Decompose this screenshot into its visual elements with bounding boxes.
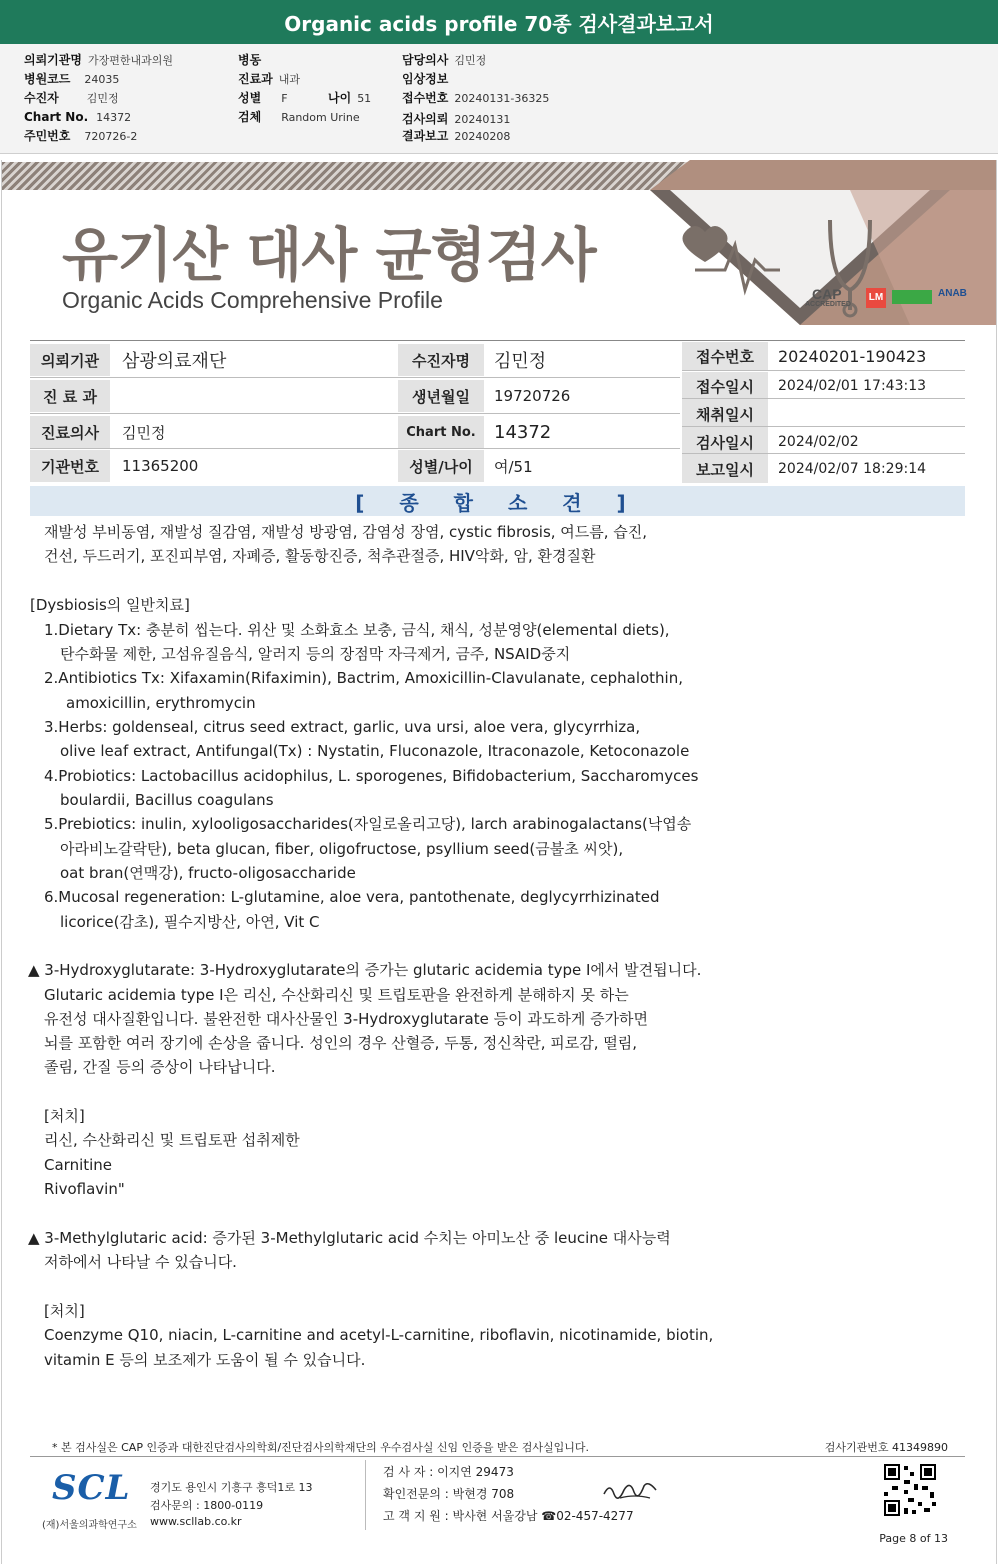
- body-line: 유전성 대사질환입니다. 불완전한 대사산물인 3-Hydroxyglutarate 등이 과도하게 증가하면: [44, 1010, 649, 1028]
- page-number: Page 8 of 13: [879, 1532, 948, 1545]
- footer-website[interactable]: www.scllab.co.kr: [150, 1515, 242, 1528]
- dept-value: [112, 380, 397, 412]
- top-info-panel: [0, 44, 998, 154]
- footer-divider: [30, 1456, 965, 1457]
- top-info-item: 의뢰기관명 가장편한내과의원: [24, 53, 173, 67]
- top-info-item: 주민번호 720726-2: [24, 129, 138, 143]
- page-subtitle: Organic Acids Comprehensive Profile: [62, 287, 443, 313]
- report-label: 보고일시: [682, 455, 768, 483]
- footer-inst-no: 검사기관번호 41349890: [824, 1441, 948, 1454]
- report-banner: [0, 0, 998, 44]
- inst-no-label: 기관번호: [30, 450, 110, 482]
- signature-icon: [600, 1478, 660, 1504]
- lm-logo-icon: LM: [866, 288, 886, 308]
- top-info-item: 성별 F: [238, 91, 288, 105]
- body-line: 뇌를 포함한 여러 장기에 손상을 줍니다. 성인의 경우 산혈증, 두통, 정신착란, 피로감, 떨림,: [44, 1034, 637, 1052]
- top-info-item: 병동: [238, 53, 262, 67]
- qr-code-icon: [882, 1462, 938, 1518]
- top-info-item: 수진자 김민정: [24, 91, 119, 105]
- institution-value: 삼광의료재단: [122, 351, 227, 372]
- body-line: 5.Prebiotics: inulin, xylooligosaccharides(자일로올리고당), larch arabinogalactans(낙엽송: [44, 815, 692, 833]
- test-date-value: 2024/02/02: [778, 434, 859, 450]
- table-divider: [30, 340, 965, 341]
- top-info-item: 담당의사 김민정: [402, 53, 487, 67]
- top-info-item: Chart No. 14372: [24, 110, 132, 124]
- body-line: 탄수화물 제한, 고섬유질음식, 알러지 등의 장점막 자극제거, 금주, NSAID중지: [60, 645, 571, 663]
- body-line: 3.Herbs: goldenseal, citrus seed extract, garlic, uva ursi, aloe vera, glycyrrhiza,: [44, 718, 641, 736]
- body-line: [처치]: [44, 1302, 85, 1320]
- body-line: 6.Mucosal regeneration: L-glutamine, aloe vera, pantothenate, deglycyrrhizinated: [44, 888, 660, 906]
- body-line: Coenzyme Q10, niacin, L-carnitine and acetyl-L-carnitine, riboflavin, nicotinamide, biotin,: [44, 1326, 714, 1344]
- footer-note: * 본 검사실은 CAP 인증과 대한진단검사의학회/진단검사의학재단의 우수검사실 신임 인증을 받은 검사실입니다.: [52, 1441, 590, 1454]
- body-line: 2.Antibiotics Tx: Xifaxamin(Rifaximin), Bactrim, Amoxicillin-Clavulanate, cephalothin,: [44, 669, 683, 687]
- body-line: 건선, 두드러기, 포진피부염, 자폐증, 활동항진증, 척추관절증, HIV악화, 암, 환경질환: [44, 547, 596, 565]
- table-divider: [682, 398, 965, 399]
- body-line: 리신, 수산화리신 및 트립토판 섭취제한: [44, 1131, 300, 1149]
- institution-label: 의뢰기관: [30, 344, 110, 376]
- body-line: Rivoflavin": [44, 1180, 125, 1198]
- collect-label: 채취일시: [682, 400, 768, 428]
- recv-no-value: 20240201-190423: [778, 346, 927, 366]
- body-line: ▲ 3-Methylglutaric acid: 증가된 3-Methylglutaric acid 수치는 아미노산 중 leucine 대사능력: [28, 1229, 671, 1247]
- kola-logo-icon: [892, 290, 932, 304]
- body-line: 아라비노갈락탄), beta glucan, fiber, oligofructose, psyllium seed(금불초 씨앗),: [60, 840, 624, 858]
- body-line: 졸림, 간질 등의 증상이 나타납니다.: [44, 1058, 276, 1076]
- cap-accredited: ACCREDITED: [805, 301, 851, 308]
- patient-label: 수진자명: [398, 344, 484, 376]
- scl-org-name: (재)서울의과학연구소: [42, 1520, 137, 1531]
- table-divider: [682, 370, 965, 371]
- body-line: vitamin E 등의 보조제가 도움이 될 수 있습니다.: [44, 1351, 366, 1369]
- sexage-value: 여/51: [494, 457, 533, 476]
- table-divider: [30, 377, 680, 378]
- summary-header: [ 종 합 소 견 ]: [30, 486, 965, 516]
- scl-logo: SCL: [52, 1468, 131, 1508]
- cap-logo: CAP: [812, 286, 842, 302]
- body-line: Carnitine: [44, 1156, 113, 1174]
- top-info-item: 검체 Random Urine: [238, 110, 360, 124]
- body-line: [처치]: [44, 1107, 85, 1125]
- body-line: olive leaf extract, Antifungal(Tx) : Nystatin, Fluconazole, Itraconazole, Ketoconazole: [60, 742, 690, 760]
- table-divider: [682, 426, 965, 427]
- body-line: oat bran(연맥강), fructo-oligosaccharide: [60, 864, 356, 882]
- footer-staff-line: 고 객 지 원 : 박사현 서울강남 ☎02-457-4277: [383, 1509, 634, 1523]
- inst-no-value: 11365200: [122, 457, 199, 475]
- doctor-value: 김민정: [122, 423, 166, 442]
- recv-date-value: 2024/02/01 17:43:13: [778, 378, 927, 394]
- body-line: boulardii, Bacillus coagulans: [60, 791, 274, 809]
- birth-label: 생년월일: [398, 380, 484, 412]
- report-value: 2024/02/07 18:29:14: [778, 461, 927, 477]
- top-info-item: 병원코드 24035: [24, 72, 120, 86]
- body-line: amoxicillin, erythromycin: [66, 694, 256, 712]
- collect-value: [768, 400, 965, 428]
- top-info-item: 결과보고 20240208: [402, 129, 511, 143]
- table-divider: [30, 413, 680, 414]
- footer-staff-line: 검 사 자 : 이지연 29473: [383, 1465, 514, 1479]
- body-line: 4.Probiotics: Lactobacillus acidophilus, L. sporogenes, Bifidobacterium, Saccharomyces: [44, 767, 699, 785]
- footer-vdivider: [365, 1460, 366, 1530]
- footer-address: 경기도 용인시 기흥구 흥덕1로 13: [150, 1481, 313, 1494]
- top-info-age: 나이 51: [328, 91, 372, 105]
- body-line: ▲ 3-Hydroxyglutarate: 3-Hydroxyglutarate의 증가는 glutaric acidemia type I에서 발견됩니다.: [28, 961, 702, 979]
- page-title: 유기산 대사 균형검사: [62, 221, 596, 289]
- body-line: licorice(감초), 필수지방산, 아연, Vit C: [60, 913, 320, 931]
- top-info-item: 진료과 내과: [238, 72, 301, 86]
- dept-label: 진 료 과: [30, 380, 110, 412]
- doctor-label: 진료의사: [30, 416, 110, 448]
- footer-staff-line: 확인전문의 : 박현경 708: [383, 1487, 515, 1501]
- chart-label: Chart No.: [398, 416, 484, 448]
- report-banner-title: Organic acids profile 70종 검사결과보고서: [284, 11, 714, 36]
- recv-no-label: 접수번호: [682, 342, 768, 370]
- top-info-item: 접수번호 20240131-36325: [402, 91, 550, 105]
- body-line: [Dysbiosis의 일반치료]: [30, 596, 190, 614]
- body-line: Glutaric acidemia type I은 리신, 수산화리신 및 트립토판을 완전하게 분해하지 못 하는: [44, 986, 629, 1004]
- body-line: 저하에서 나타날 수 있습니다.: [44, 1253, 237, 1271]
- recv-date-label: 접수일시: [682, 372, 768, 400]
- body-line: 1.Dietary Tx: 충분히 씹는다. 위산 및 소화효소 보충, 금식, 채식, 성분영양(elemental diets),: [44, 621, 670, 639]
- test-date-label: 검사일시: [682, 428, 768, 456]
- body-line: 재발성 부비동염, 재발성 질감염, 재발성 방광염, 감염성 장염, cystic fibrosis, 여드름, 습진,: [44, 523, 648, 541]
- top-info-item: 검사의뢰 20240131: [402, 112, 511, 126]
- footer-inquiry: 검사문의 : 1800-0119: [150, 1499, 264, 1512]
- table-divider: [30, 448, 680, 449]
- patient-value: 김민정: [494, 351, 547, 372]
- sexage-label: 성별/나이: [398, 450, 484, 482]
- anab-logo: ANAB: [938, 288, 967, 299]
- chart-value: 14372: [494, 421, 552, 443]
- birth-value: 19720726: [494, 387, 571, 405]
- table-divider: [682, 453, 965, 454]
- top-info-item: 임상정보: [402, 72, 449, 86]
